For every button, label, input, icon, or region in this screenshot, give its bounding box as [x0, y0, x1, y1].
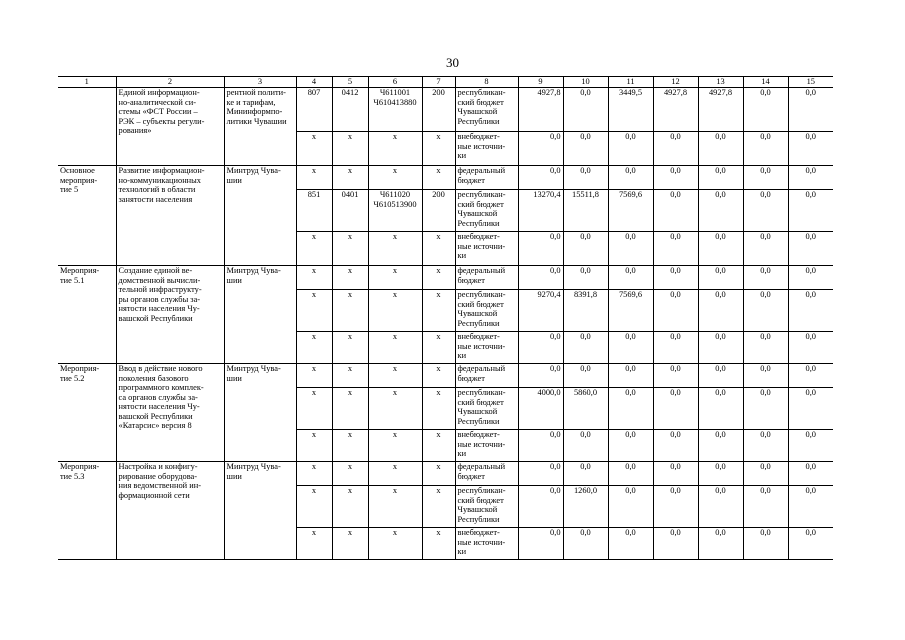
- expense-type-cell: x: [422, 430, 455, 462]
- amount-cell: 0,0: [743, 266, 788, 290]
- funding-source-cell: федеральный бюджет: [455, 266, 518, 290]
- section-cell: x: [332, 486, 368, 528]
- section-cell: x: [332, 462, 368, 486]
- amount-cell: 0,0: [518, 430, 563, 462]
- amount-cell: 0,0: [698, 528, 743, 560]
- header-cell: 14: [743, 77, 788, 88]
- amount-cell: 0,0: [608, 430, 653, 462]
- amount-cell: 0,0: [698, 332, 743, 364]
- section-cell: x: [332, 332, 368, 364]
- amount-cell: 0,0: [743, 462, 788, 486]
- grbs-cell: x: [296, 290, 332, 332]
- amount-cell: 0,0: [788, 166, 833, 190]
- budget-table: [58, 76, 833, 560]
- amount-cell: 0,0: [788, 290, 833, 332]
- section-cell: 0401: [332, 190, 368, 232]
- amount-cell: 0,0: [653, 190, 698, 232]
- header-cell: 2: [116, 77, 224, 88]
- expense-type-cell: x: [422, 266, 455, 290]
- amount-cell: 0,0: [698, 388, 743, 430]
- header-cell: 10: [563, 77, 608, 88]
- grbs-cell: x: [296, 430, 332, 462]
- grbs-cell: x: [296, 486, 332, 528]
- amount-cell: 0,0: [698, 232, 743, 266]
- expense-type-cell: 200: [422, 190, 455, 232]
- amount-cell: 7569,6: [608, 290, 653, 332]
- amount-cell: 0,0: [608, 166, 653, 190]
- amount-cell: 0,0: [653, 166, 698, 190]
- amount-cell: 0,0: [788, 430, 833, 462]
- executor-cell: Минтруд Чува- шии: [224, 266, 296, 364]
- expense-type-cell: x: [422, 332, 455, 364]
- header-cell: 9: [518, 77, 563, 88]
- amount-cell: 0,0: [608, 364, 653, 388]
- amount-cell: 15511,8: [563, 190, 608, 232]
- header-cell: 6: [368, 77, 422, 88]
- header-cell: 5: [332, 77, 368, 88]
- amount-cell: 0,0: [563, 232, 608, 266]
- expense-type-cell: x: [422, 462, 455, 486]
- executor-cell: Минтруд Чува- шии: [224, 462, 296, 560]
- amount-cell: 4927,8: [698, 88, 743, 132]
- section-cell: x: [332, 528, 368, 560]
- activity-code-cell: Мероприя- тие 5.2: [58, 364, 116, 462]
- amount-cell: 0,0: [788, 232, 833, 266]
- executor-cell: рентной полити- ке и тарифам, Мининформпо- литики Чувашии: [224, 88, 296, 166]
- amount-cell: 0,0: [698, 486, 743, 528]
- amount-cell: 4927,8: [653, 88, 698, 132]
- amount-cell: 0,0: [518, 266, 563, 290]
- amount-cell: 0,0: [743, 364, 788, 388]
- amount-cell: 0,0: [743, 290, 788, 332]
- header-cell: 15: [788, 77, 833, 88]
- amount-cell: 5860,0: [563, 388, 608, 430]
- amount-cell: 0,0: [563, 430, 608, 462]
- amount-cell: 0,0: [518, 462, 563, 486]
- target-article-cell: x: [368, 388, 422, 430]
- amount-cell: 0,0: [698, 364, 743, 388]
- header-cell: 1: [58, 77, 116, 88]
- section-cell: x: [332, 388, 368, 430]
- funding-source-cell: внебюджет- ные источни- ки: [455, 430, 518, 462]
- section-cell: x: [332, 290, 368, 332]
- activity-name-cell: Ввод в действие нового поколения базового программного комплек- са органов службы за- нятости населения Чу- вашской Республики «Катарсис» версия 8: [116, 364, 224, 462]
- funding-source-cell: федеральный бюджет: [455, 364, 518, 388]
- grbs-cell: 851: [296, 190, 332, 232]
- amount-cell: 0,0: [788, 388, 833, 430]
- amount-cell: 0,0: [743, 528, 788, 560]
- amount-cell: 0,0: [653, 486, 698, 528]
- funding-source-cell: республикан- ский бюджет Чувашской Республики: [455, 88, 518, 132]
- target-article-cell: x: [368, 232, 422, 266]
- grbs-cell: x: [296, 266, 332, 290]
- table-row: [58, 166, 833, 190]
- funding-source-cell: внебюджет- ные источни- ки: [455, 232, 518, 266]
- amount-cell: 0,0: [653, 528, 698, 560]
- amount-cell: 0,0: [608, 486, 653, 528]
- amount-cell: 0,0: [698, 290, 743, 332]
- amount-cell: 0,0: [653, 332, 698, 364]
- funding-source-cell: внебюджет- ные источни- ки: [455, 132, 518, 166]
- amount-cell: 0,0: [653, 388, 698, 430]
- amount-cell: 0,0: [698, 266, 743, 290]
- expense-type-cell: x: [422, 290, 455, 332]
- amount-cell: 0,0: [563, 332, 608, 364]
- funding-source-cell: внебюджет- ные источни- ки: [455, 332, 518, 364]
- executor-cell: Минтруд Чува- шии: [224, 364, 296, 462]
- amount-cell: 0,0: [698, 190, 743, 232]
- funding-source-cell: внебюджет- ные источни- ки: [455, 528, 518, 560]
- section-cell: 0412: [332, 88, 368, 132]
- activity-code-cell: Основное мероприя- тие 5: [58, 166, 116, 266]
- target-article-cell: x: [368, 462, 422, 486]
- amount-cell: 0,0: [788, 462, 833, 486]
- amount-cell: 0,0: [788, 528, 833, 560]
- amount-cell: 0,0: [563, 266, 608, 290]
- target-article-cell: x: [368, 364, 422, 388]
- expense-type-cell: x: [422, 166, 455, 190]
- target-article-cell: x: [368, 166, 422, 190]
- amount-cell: 0,0: [788, 364, 833, 388]
- target-article-cell: x: [368, 290, 422, 332]
- amount-cell: 0,0: [563, 166, 608, 190]
- amount-cell: 0,0: [743, 430, 788, 462]
- amount-cell: 0,0: [608, 132, 653, 166]
- header-cell: 4: [296, 77, 332, 88]
- grbs-cell: x: [296, 132, 332, 166]
- expense-type-cell: 200: [422, 88, 455, 132]
- activity-name-cell: Развитие информацион- но-коммуникационных технологий в области занятости населения: [116, 166, 224, 266]
- amount-cell: 0,0: [563, 132, 608, 166]
- table-row: [58, 364, 833, 388]
- amount-cell: 0,0: [653, 462, 698, 486]
- amount-cell: 0,0: [743, 166, 788, 190]
- grbs-cell: x: [296, 364, 332, 388]
- activity-name-cell: Настройка и конфигу- рирование оборудова- ния ведомственной ин- формационной сети: [116, 462, 224, 560]
- amount-cell: 0,0: [563, 364, 608, 388]
- target-article-cell: x: [368, 528, 422, 560]
- executor-cell: Минтруд Чува- шии: [224, 166, 296, 266]
- amount-cell: 0,0: [788, 266, 833, 290]
- target-article-cell: x: [368, 430, 422, 462]
- header-cell: 8: [455, 77, 518, 88]
- amount-cell: 0,0: [653, 364, 698, 388]
- amount-cell: 0,0: [518, 528, 563, 560]
- amount-cell: 0,0: [518, 232, 563, 266]
- funding-source-cell: республикан- ский бюджет Чувашской Республики: [455, 486, 518, 528]
- amount-cell: 0,0: [653, 290, 698, 332]
- grbs-cell: 807: [296, 88, 332, 132]
- amount-cell: 0,0: [518, 364, 563, 388]
- amount-cell: 0,0: [653, 266, 698, 290]
- amount-cell: 0,0: [653, 132, 698, 166]
- target-article-cell: x: [368, 266, 422, 290]
- section-cell: x: [332, 132, 368, 166]
- amount-cell: 0,0: [563, 88, 608, 132]
- amount-cell: 0,0: [608, 462, 653, 486]
- grbs-cell: x: [296, 166, 332, 190]
- header-cell: 7: [422, 77, 455, 88]
- section-cell: x: [332, 266, 368, 290]
- section-cell: x: [332, 430, 368, 462]
- amount-cell: 0,0: [743, 388, 788, 430]
- header-cell: 13: [698, 77, 743, 88]
- target-article-cell: x: [368, 132, 422, 166]
- amount-cell: 0,0: [608, 232, 653, 266]
- amount-cell: 1260,0: [563, 486, 608, 528]
- amount-cell: 0,0: [788, 332, 833, 364]
- expense-type-cell: x: [422, 388, 455, 430]
- amount-cell: 0,0: [608, 528, 653, 560]
- section-cell: x: [332, 364, 368, 388]
- amount-cell: 4927,8: [518, 88, 563, 132]
- funding-source-cell: федеральный бюджет: [455, 166, 518, 190]
- amount-cell: 3449,5: [608, 88, 653, 132]
- table-row: [58, 88, 833, 132]
- activity-code-cell: Мероприя- тие 5.3: [58, 462, 116, 560]
- header-row: [58, 77, 833, 88]
- grbs-cell: x: [296, 462, 332, 486]
- expense-type-cell: x: [422, 232, 455, 266]
- expense-type-cell: x: [422, 364, 455, 388]
- target-article-cell: x: [368, 332, 422, 364]
- amount-cell: 0,0: [743, 88, 788, 132]
- page-number: 30: [446, 55, 459, 70]
- amount-cell: 0,0: [788, 132, 833, 166]
- amount-cell: 0,0: [518, 332, 563, 364]
- amount-cell: 0,0: [518, 132, 563, 166]
- amount-cell: 13270,4: [518, 190, 563, 232]
- header-cell: 11: [608, 77, 653, 88]
- section-cell: x: [332, 232, 368, 266]
- activity-name-cell: Единой информацион- но-аналитической си- стемы «ФСТ России – РЭК – субъекты регули- рования»: [116, 88, 224, 166]
- expense-type-cell: x: [422, 132, 455, 166]
- amount-cell: 0,0: [743, 332, 788, 364]
- amount-cell: 8391,8: [563, 290, 608, 332]
- amount-cell: 0,0: [653, 430, 698, 462]
- amount-cell: 0,0: [518, 486, 563, 528]
- activity-code-cell: Мероприя- тие 5.1: [58, 266, 116, 364]
- amount-cell: 0,0: [608, 266, 653, 290]
- expense-type-cell: x: [422, 486, 455, 528]
- grbs-cell: x: [296, 528, 332, 560]
- target-article-cell: x: [368, 486, 422, 528]
- amount-cell: 0,0: [698, 430, 743, 462]
- table-row: [58, 462, 833, 486]
- grbs-cell: x: [296, 388, 332, 430]
- amount-cell: 7569,6: [608, 190, 653, 232]
- funding-source-cell: федеральный бюджет: [455, 462, 518, 486]
- activity-name-cell: Создание единой ве- домственной вычисли- тельной инфраструкту- ры органов службы за- нятости населения Чу- вашской Республики: [116, 266, 224, 364]
- grbs-cell: x: [296, 232, 332, 266]
- amount-cell: 0,0: [563, 462, 608, 486]
- amount-cell: 4000,0: [518, 388, 563, 430]
- amount-cell: 0,0: [698, 132, 743, 166]
- header-cell: 12: [653, 77, 698, 88]
- amount-cell: 0,0: [698, 462, 743, 486]
- amount-cell: 0,0: [788, 486, 833, 528]
- amount-cell: 0,0: [608, 332, 653, 364]
- funding-source-cell: республикан- ский бюджет Чувашской Республики: [455, 190, 518, 232]
- amount-cell: 0,0: [743, 486, 788, 528]
- grbs-cell: x: [296, 332, 332, 364]
- funding-source-cell: республикан- ский бюджет Чувашской Республики: [455, 290, 518, 332]
- activity-code-cell: [58, 88, 116, 166]
- header-cell: 3: [224, 77, 296, 88]
- amount-cell: 0,0: [563, 528, 608, 560]
- amount-cell: 0,0: [653, 232, 698, 266]
- table-row: [58, 266, 833, 290]
- amount-cell: 0,0: [788, 190, 833, 232]
- amount-cell: 0,0: [608, 388, 653, 430]
- amount-cell: 0,0: [518, 166, 563, 190]
- expense-type-cell: x: [422, 528, 455, 560]
- amount-cell: 0,0: [743, 232, 788, 266]
- amount-cell: 0,0: [743, 190, 788, 232]
- amount-cell: 0,0: [788, 88, 833, 132]
- amount-cell: 9270,4: [518, 290, 563, 332]
- funding-source-cell: республикан- ский бюджет Чувашской Республики: [455, 388, 518, 430]
- target-article-cell: Ч611001 Ч610413880: [368, 88, 422, 132]
- section-cell: x: [332, 166, 368, 190]
- amount-cell: 0,0: [698, 166, 743, 190]
- target-article-cell: Ч611020 Ч610513900: [368, 190, 422, 232]
- amount-cell: 0,0: [743, 132, 788, 166]
